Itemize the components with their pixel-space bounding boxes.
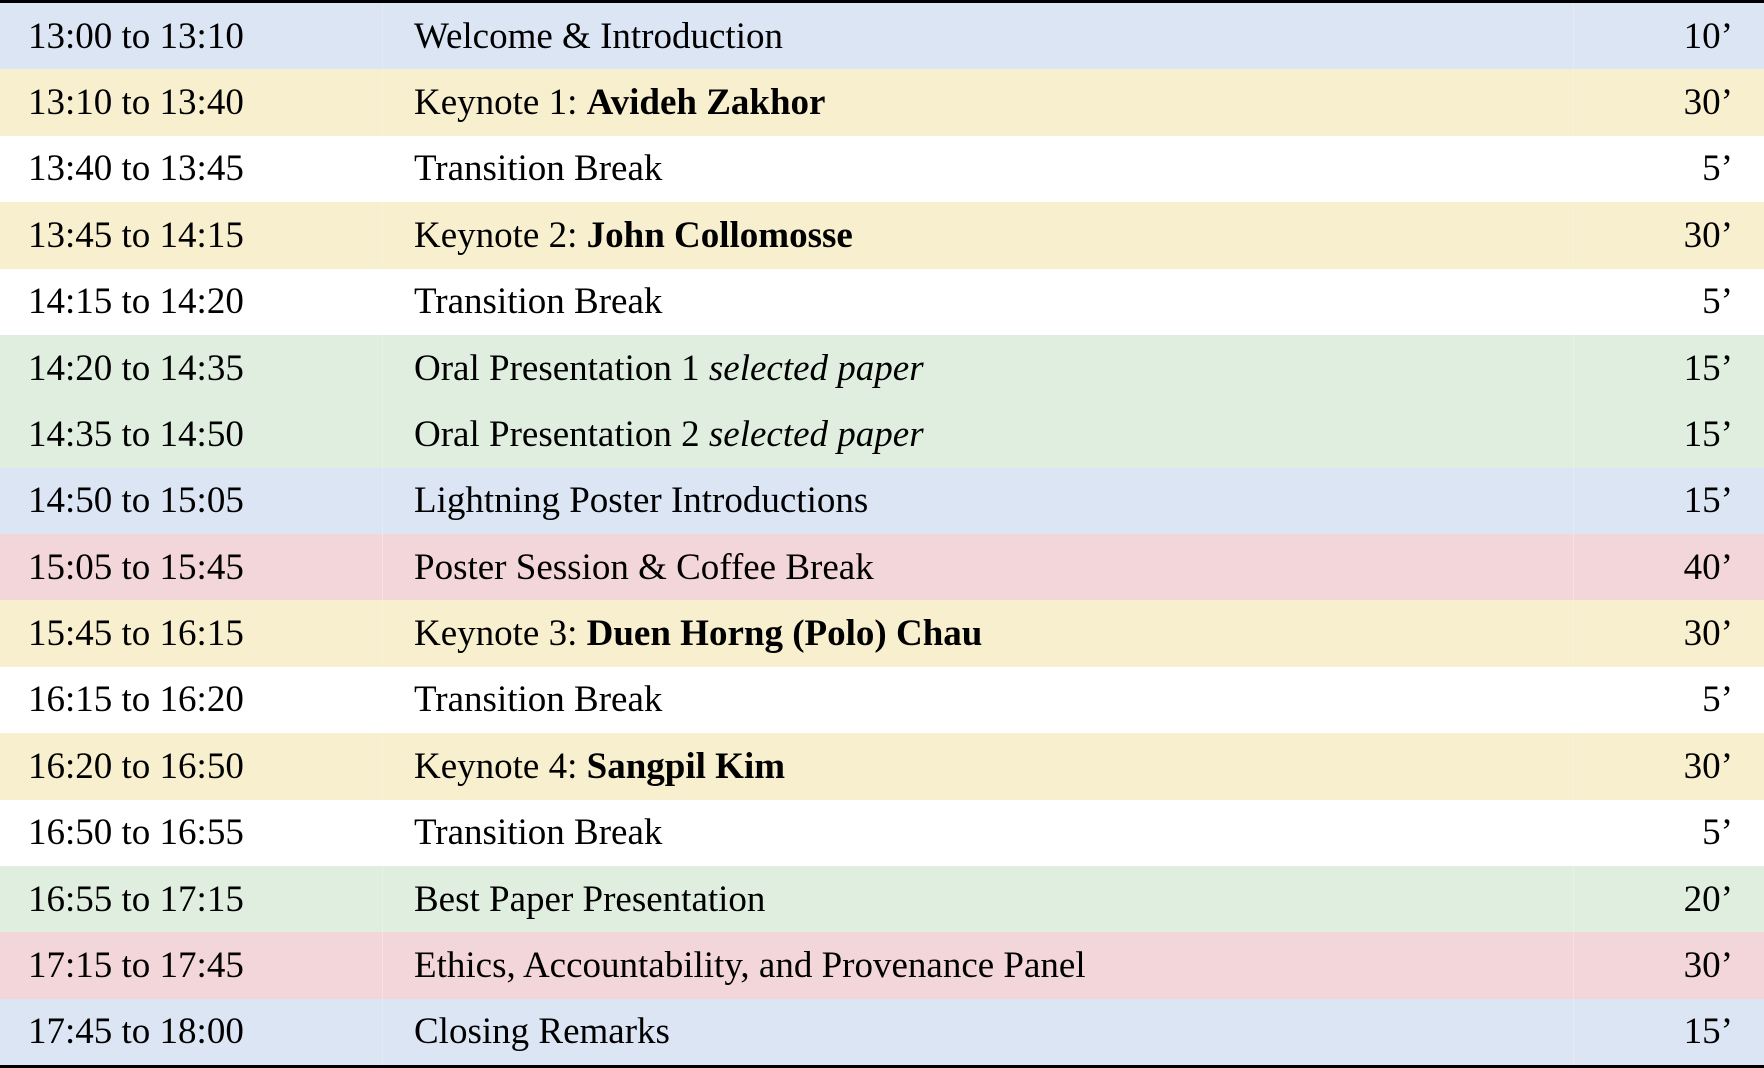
time-range: 17:45 to 18:00 (28, 1011, 244, 1053)
duration: 30’ (1683, 745, 1733, 787)
time-range: 16:20 to 16:50 (28, 745, 244, 787)
duration: 15’ (1683, 413, 1733, 455)
event-title (414, 347, 924, 389)
event-text: Oral Presentation 1 (414, 347, 709, 389)
duration: 15’ (1683, 347, 1733, 389)
event-title (414, 148, 663, 190)
event-text: Keynote 1: (414, 82, 587, 124)
column-divider (382, 401, 383, 467)
column-divider (382, 534, 383, 600)
event-title (414, 812, 663, 854)
time-range: 13:00 to 13:10 (28, 15, 244, 57)
event-text: Closing Remarks (414, 1011, 670, 1053)
time-range: 14:50 to 15:05 (28, 480, 244, 522)
column-divider (382, 468, 383, 534)
event-title (414, 281, 663, 323)
time-range: 15:05 to 15:45 (28, 546, 244, 588)
column-divider (1573, 468, 1574, 534)
time-range: 13:40 to 13:45 (28, 148, 244, 190)
column-divider (1573, 136, 1574, 202)
schedule-row (0, 269, 1764, 335)
column-divider (1573, 733, 1574, 799)
time-range: 14:15 to 14:20 (28, 281, 244, 323)
column-divider (382, 335, 383, 401)
schedule-row (0, 401, 1764, 467)
duration: 5’ (1702, 679, 1733, 721)
time-range: 15:45 to 16:15 (28, 613, 244, 655)
time-range: 16:55 to 17:15 (28, 878, 244, 920)
duration: 10’ (1683, 15, 1733, 57)
event-text: Transition Break (414, 679, 663, 721)
speaker-name: Avideh Zakhor (586, 82, 826, 124)
event-text: Ethics, Accountability, and Provenance Panel (414, 944, 1086, 986)
column-divider (1573, 534, 1574, 600)
event-title (414, 944, 1086, 986)
schedule-row (0, 800, 1764, 866)
event-text: Welcome & Introduction (414, 15, 783, 57)
time-range: 13:45 to 14:15 (28, 214, 244, 256)
speaker-name: Duen Horng (Polo) Chau (586, 613, 983, 655)
column-divider (1573, 667, 1574, 733)
schedule-row (0, 136, 1764, 202)
event-title (414, 480, 869, 522)
column-divider (382, 866, 383, 932)
duration: 15’ (1683, 1011, 1733, 1053)
event-title (414, 82, 826, 124)
event-text: Keynote 4: (414, 745, 587, 787)
event-text: Best Paper Presentation (414, 878, 766, 920)
time-range: 16:15 to 16:20 (28, 679, 244, 721)
column-divider (382, 932, 383, 998)
event-title (414, 613, 983, 655)
schedule-row (0, 733, 1764, 799)
column-divider (382, 3, 383, 69)
column-divider (382, 202, 383, 268)
duration: 5’ (1702, 148, 1733, 190)
column-divider (382, 269, 383, 335)
column-divider (1573, 800, 1574, 866)
column-divider (1573, 69, 1574, 135)
event-text: Transition Break (414, 812, 663, 854)
event-text: Lightning Poster Introductions (414, 480, 869, 522)
event-title (414, 679, 663, 721)
schedule-row (0, 866, 1764, 932)
time-range: 14:35 to 14:50 (28, 413, 244, 455)
schedule-row (0, 999, 1764, 1065)
event-text: Keynote 3: (414, 613, 587, 655)
column-divider (1573, 932, 1574, 998)
duration: 30’ (1683, 944, 1733, 986)
event-title (414, 413, 924, 455)
time-range: 16:50 to 16:55 (28, 812, 244, 854)
schedule-row (0, 202, 1764, 268)
column-divider (382, 999, 383, 1065)
event-text: Transition Break (414, 148, 663, 190)
column-divider (1573, 202, 1574, 268)
event-title (414, 546, 874, 588)
column-divider (382, 667, 383, 733)
speaker-name: Sangpil Kim (586, 745, 786, 787)
schedule-row (0, 932, 1764, 998)
duration: 15’ (1683, 480, 1733, 522)
duration: 5’ (1702, 281, 1733, 323)
column-divider (1573, 335, 1574, 401)
column-divider (382, 69, 383, 135)
schedule-row (0, 667, 1764, 733)
column-divider (382, 733, 383, 799)
column-divider (382, 600, 383, 666)
time-range: 14:20 to 14:35 (28, 347, 244, 389)
column-divider (382, 800, 383, 866)
event-title (414, 15, 783, 57)
duration: 20’ (1683, 878, 1733, 920)
column-divider (1573, 3, 1574, 69)
column-divider (1573, 401, 1574, 467)
event-text: Oral Presentation 2 (414, 413, 709, 455)
duration: 30’ (1683, 613, 1733, 655)
paper-note: selected paper (708, 413, 924, 455)
event-title (414, 214, 853, 256)
column-divider (1573, 866, 1574, 932)
column-divider (1573, 600, 1574, 666)
time-range: 17:15 to 17:45 (28, 944, 244, 986)
event-title (414, 1011, 670, 1053)
event-text: Transition Break (414, 281, 663, 323)
paper-note: selected paper (708, 347, 924, 389)
duration: 30’ (1683, 82, 1733, 124)
time-range: 13:10 to 13:40 (28, 82, 244, 124)
schedule-row (0, 335, 1764, 401)
event-text: Keynote 2: (414, 214, 587, 256)
event-text: Poster Session & Coffee Break (414, 546, 874, 588)
event-title (414, 878, 766, 920)
schedule-row (0, 468, 1764, 534)
schedule-row (0, 69, 1764, 135)
column-divider (1573, 999, 1574, 1065)
schedule-row (0, 534, 1764, 600)
duration: 5’ (1702, 812, 1733, 854)
event-title (414, 745, 786, 787)
column-divider (1573, 269, 1574, 335)
schedule-row (0, 600, 1764, 666)
duration: 40’ (1683, 546, 1733, 588)
column-divider (382, 136, 383, 202)
duration: 30’ (1683, 214, 1733, 256)
speaker-name: John Collomosse (586, 214, 853, 256)
schedule-row (0, 3, 1764, 69)
